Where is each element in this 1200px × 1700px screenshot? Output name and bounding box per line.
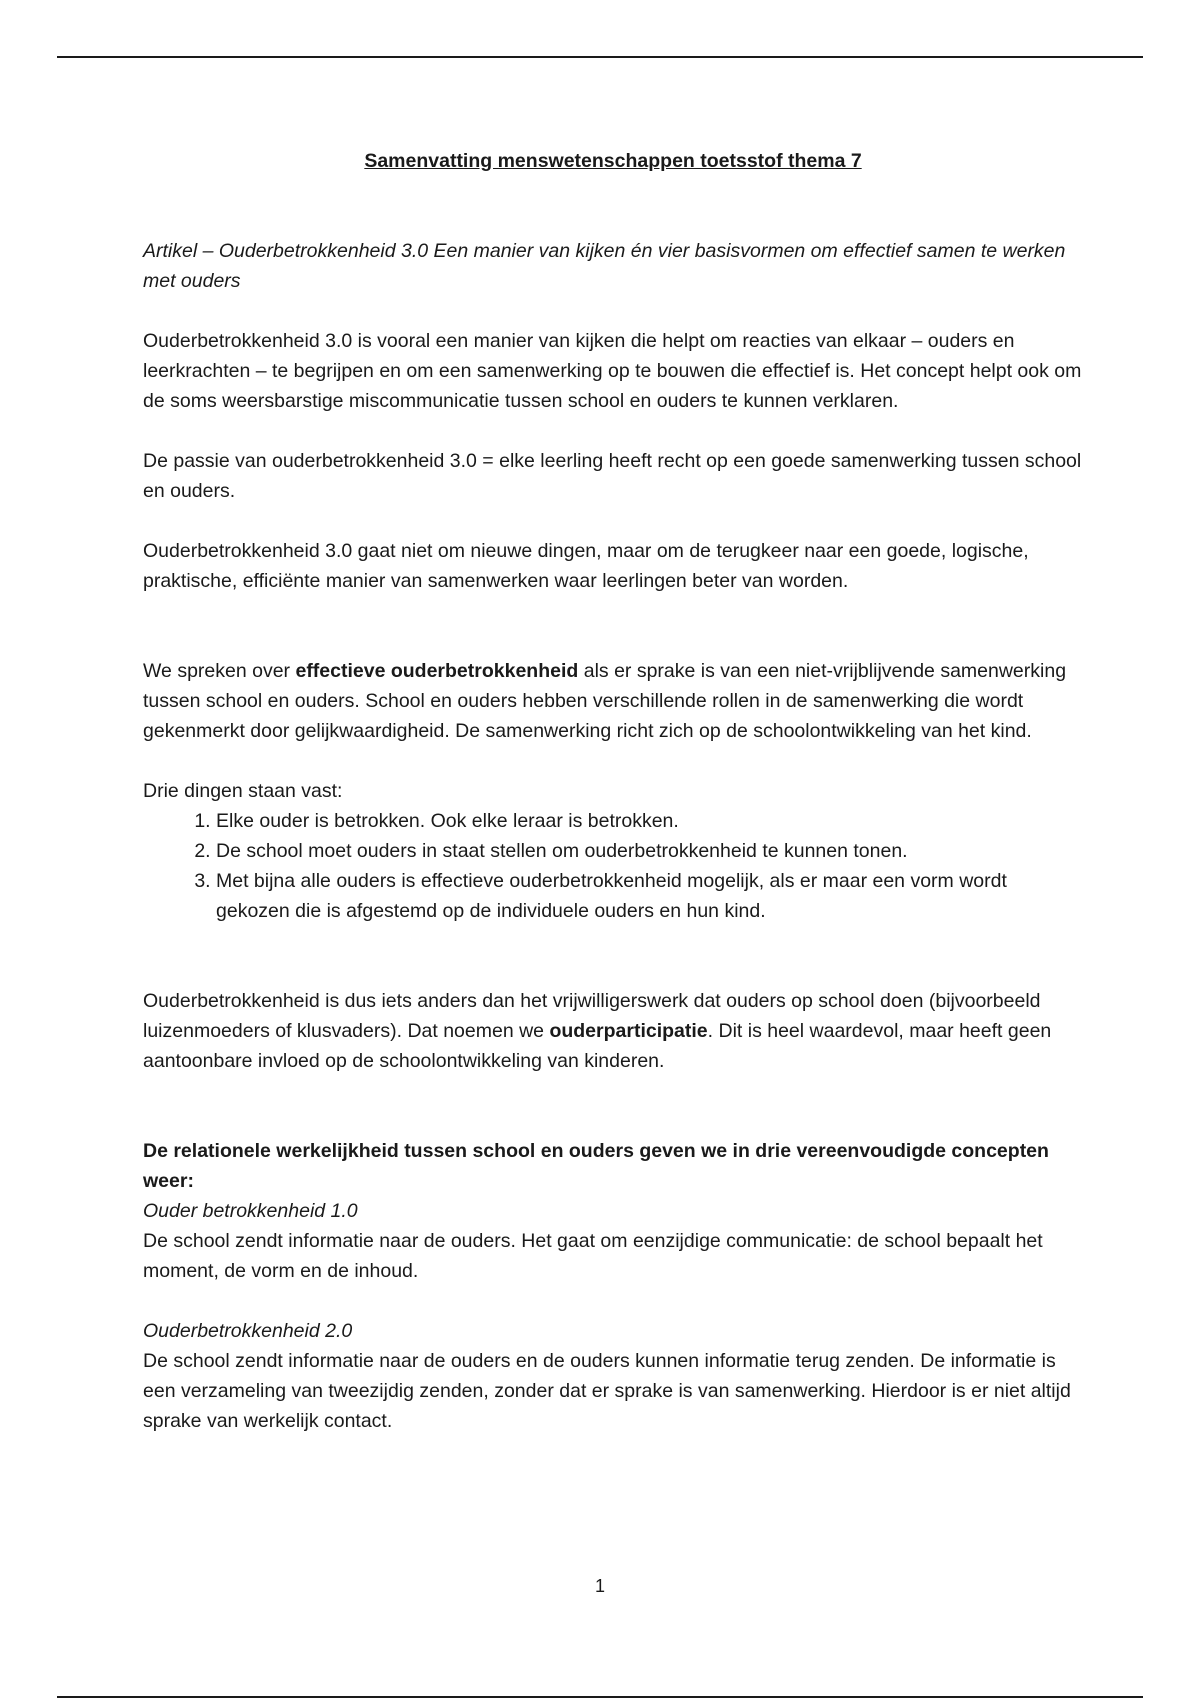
top-rule [57, 56, 1143, 58]
paragraph-effective-after: als er sprake is van een niet-vrijblijvende samenwerking tussen school en ouders. School en ouders hebben verschillende rollen in de samenwerking die wordt gekenmerkt door gelijkwaardigheid. De samenwerking richt zich op de schoolontwikkeling van het kind. [143, 660, 1067, 742]
document-body [143, 138, 1083, 1436]
list-item: 2. De school moet ouders in staat stellen om ouderbetrokkenheid te kunnen tonen. [216, 836, 1083, 866]
paragraph-return: Ouderbetrokkenheid 3.0 gaat niet om nieuwe dingen, maar om de terugkeer naar een goede, logische, praktische, efficiënte manier van samenwerken waar leerlingen beter van worden. [143, 540, 1029, 592]
list-intro: Drie dingen staan vast: [143, 780, 343, 802]
paragraph-effective [143, 656, 1083, 746]
paragraph-participation-after: . Dit is heel waardevol, maar heeft geen aantoonbare invloed op de schoolontwikkeling van kinderen. [143, 1020, 1052, 1072]
list-item: 1. Elke ouder is betrokken. Ook elke leraar is betrokken. [216, 806, 1083, 836]
list-item: 3. Met bijna alle ouders is effectieve ouderbetrokkenheid mogelijk, als er maar een vorm wordt gekozen die is afgestemd op de individuele ouders en hun kind. [216, 866, 1083, 926]
paragraph-passion: De passie van ouderbetrokkenheid 3.0 = elke leerling heeft recht op een goede samenwerking tussen school en ouders. [143, 450, 1082, 502]
concept-1-title: Ouder betrokkenheid 1.0 [143, 1200, 358, 1222]
concept-2-title: Ouderbetrokkenheid 2.0 [143, 1320, 353, 1342]
section-heading: De relationele werkelijkheid tussen school en ouders geven we in drie vereenvoudigde concepten weer: [143, 1140, 1049, 1192]
concept-2-text: De school zendt informatie naar de ouders en de ouders kunnen informatie terug zenden. De informatie is een verzameling van tweezijdig zenden, zonder dat er sprake is van samenwerking. Hierdoor is er niet altijd sprake van werkelijk contact. [143, 1350, 1071, 1432]
paragraph-effective-before: We spreken over [143, 660, 296, 682]
bottom-rule [57, 1696, 1143, 1698]
paragraph-participation-bold: ouderparticipatie [549, 1020, 708, 1042]
article-heading: Artikel – Ouderbetrokkenheid 3.0 Een manier van kijken én vier basisvormen om effectief samen te werken met ouders [143, 240, 1066, 292]
paragraph-participation [143, 986, 1083, 1076]
paragraph-intro: Ouderbetrokkenheid 3.0 is vooral een manier van kijken die helpt om reacties van elkaar – ouders en leerkrachten – te begrijpen en om een samenwerking op te bouwen die effectief is. Het concept helpt ook om de soms weersbarstige miscommunicatie tussen school en ouders te kunnen verklaren. [143, 330, 1082, 412]
page-number: 1 [594, 1576, 605, 1596]
concept-1-text: De school zendt informatie naar de ouders. Het gaat om eenzijdige communicatie: de school bepaalt het moment, de vorm en de inhoud. [143, 1230, 1043, 1282]
numbered-list [143, 806, 1083, 926]
document-title: Samenvatting menswetenschappen toetsstof thema 7 [364, 150, 862, 172]
paragraph-effective-bold: effectieve ouderbetrokkenheid [295, 660, 579, 682]
paragraph-participation-before: Ouderbetrokkenheid is dus iets anders dan het vrijwilligerswerk dat ouders op school doen (bijvoorbeeld luizenmoeders of klusvaders). Dat noemen we [143, 990, 1041, 1042]
